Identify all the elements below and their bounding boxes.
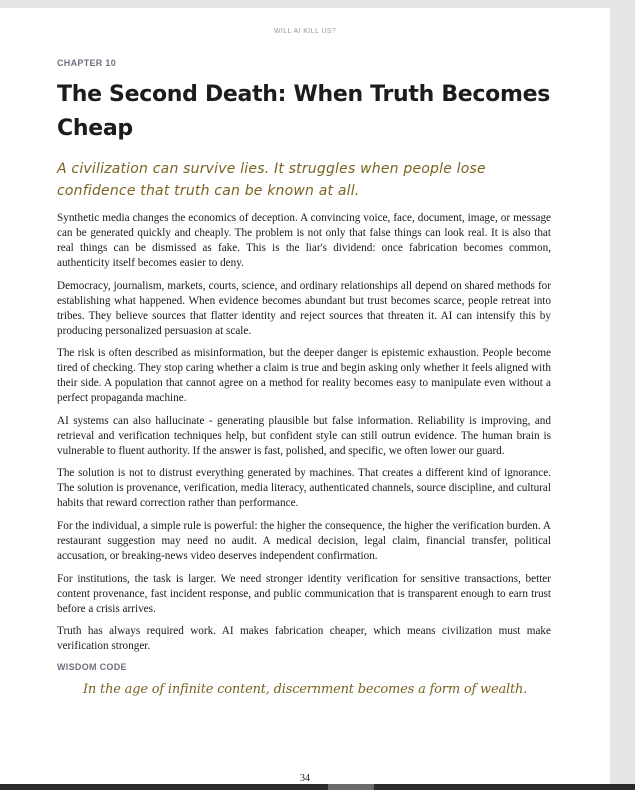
wisdom-code-quote: In the age of infinite content, discernment becomes a form of wealth. [83, 682, 528, 698]
running-head: WILL AI KILL US? [273, 28, 337, 35]
body-paragraph: For institutions, the task is larger. We need stronger identity verification for sensitive transactions, better content provenance, fast incident response, and public communication that is transparent enough to earn trust before a crisis arrives. [57, 572, 551, 615]
page-number: 34 [300, 773, 310, 784]
wisdom-code-label: WISDOM CODE [57, 662, 127, 673]
document-page [0, 8, 610, 784]
body-paragraph: AI systems can also hallucinate - generating plausible but false information. Reliability is improving, and retrieval and verification techniques help, but confident style can still outrun evidence. The human brain is vulnerable to fluent authority. If the answer is fast, polished, and specific, we often lower our guard. [57, 414, 551, 457]
body-paragraph: Synthetic media changes the economics of deception. A convincing voice, face, document, image, or message can be generated quickly and cheaply. The problem is not only that false things can look real. It is also that real things can be dismissed as fake. This is the liar's dividend: once fabrication becomes common, authenticity itself becomes easier to deny. [57, 212, 551, 269]
chapter-title: The Second Death: When Truth Becomes Cheap [57, 82, 550, 141]
chapter-epigraph: A civilization can survive lies. It struggles when people lose confidence that truth can be known at all. [57, 161, 486, 199]
body-paragraph: For the individual, a simple rule is powerful: the higher the consequence, the higher the verification burden. A restaurant suggestion may need no audit. A medical decision, legal claim, financial transfer, political accusation, or breaking-news video deserves independent confirmation. [57, 519, 551, 562]
body-paragraph: Democracy, journalism, markets, courts, science, and ordinary relationships all depend on shared methods for establishing what happened. When evidence becomes abundant but trust becomes scarce, people retreat into tribes. They believe sources that flatter identity and reject sources that threaten it. AI can intensify this by producing personalized persuasion at scale. [57, 279, 551, 337]
body-paragraph: The solution is not to distrust everything generated by machines. That creates a different kind of ignorance. The solution is provenance, verification, media literacy, authenticated channels, source discipline, and cultural habits that reward correction rather than performance. [57, 467, 551, 510]
body-paragraph: The risk is often described as misinformation, but the deeper danger is epistemic exhaustion. People become tired of checking. They stop caring whether a claim is true and begin asking only whether it feels aligned with their side. A population that cannot agree on a method for reality becomes easy to manipulate even without a perfect propaganda machine. [57, 347, 551, 405]
body-paragraph: Truth has always required work. AI makes fabrication cheaper, which means civilization must make verification stronger. [57, 625, 551, 653]
chapter-label: CHAPTER 10 [57, 58, 117, 68]
body-text [57, 211, 551, 654]
horizontal-scrollbar[interactable] [0, 784, 635, 790]
scrollbar-thumb[interactable] [328, 784, 374, 790]
page-content [57, 58, 551, 699]
